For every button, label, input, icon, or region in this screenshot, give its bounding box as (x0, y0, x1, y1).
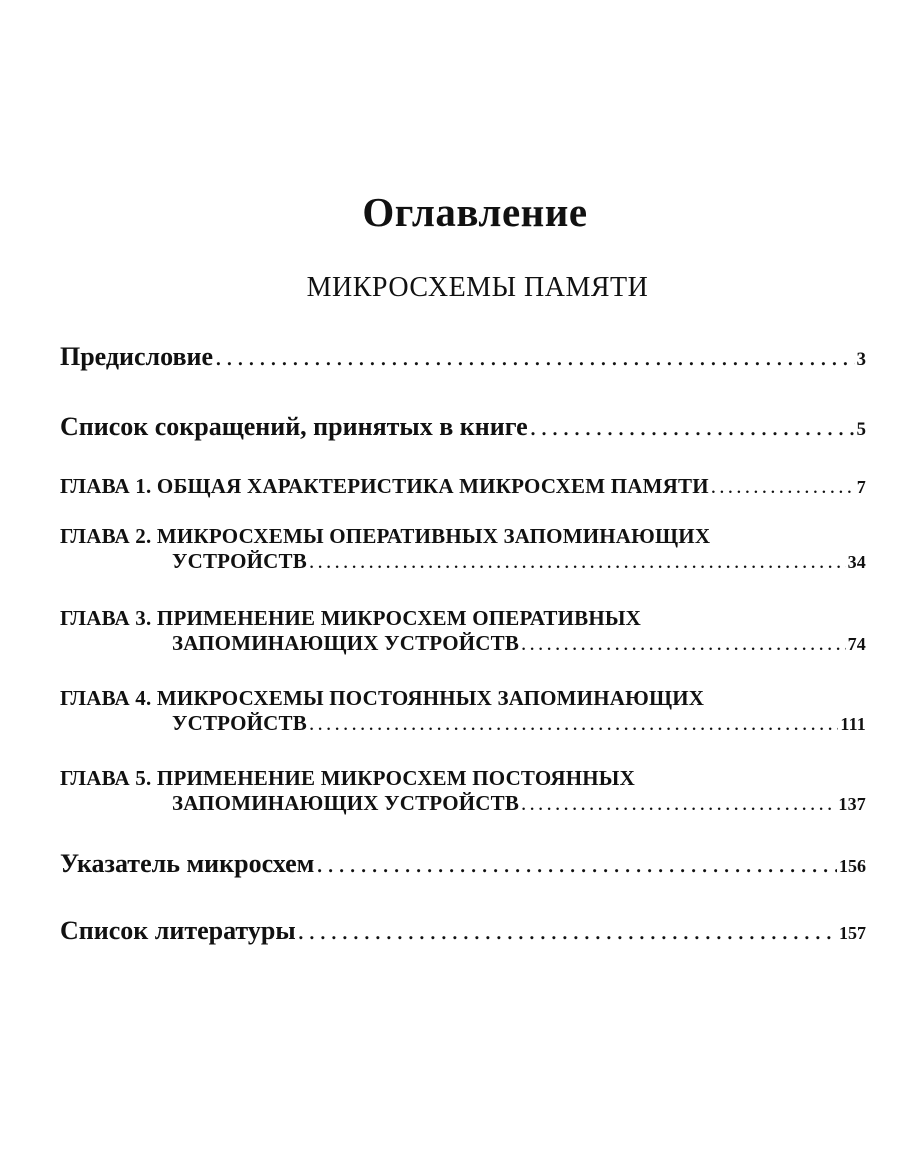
toc-entry-chapter-3[interactable] (60, 606, 866, 656)
dot-leader (215, 342, 854, 372)
toc-entry-label-line2: ЗАПОМИНАЮЩИХ УСТРОЙСТВ (172, 791, 520, 815)
toc-entry-chip-index[interactable] (60, 849, 866, 879)
dot-leader (309, 711, 838, 736)
toc-entry-label-line1: ГЛАВА 4. МИКРОСХЕМЫ ПОСТОЯННЫХ ЗАПОМИНАЮЩИХ (60, 686, 705, 710)
toc-entry-label-line1: ГЛАВА 3. ПРИМЕНЕНИЕ МИКРОСХЕМ ОПЕРАТИВНЫХ (60, 606, 642, 630)
toc-page-number: 137 (838, 794, 866, 814)
toc-entry-bibliography[interactable] (60, 916, 866, 946)
toc-page-number: 156 (839, 856, 866, 876)
dot-leader (530, 412, 855, 442)
toc-entry-chapter-2[interactable] (60, 524, 866, 574)
toc-page-number: 74 (847, 634, 866, 654)
dot-leader (316, 849, 837, 879)
toc-entry-label: Список литературы (60, 916, 296, 945)
toc-entry-label-line2: ЗАПОМИНАЮЩИХ УСТРОЙСТВ (172, 631, 520, 655)
toc-page-number: 157 (839, 923, 866, 943)
dot-leader (298, 916, 837, 946)
dot-leader (309, 549, 846, 574)
toc-entry-label: Предисловие (60, 342, 214, 371)
toc-entry-label: ГЛАВА 1. ОБЩАЯ ХАРАКТЕРИСТИКА МИКРОСХЕМ ПАМЯТИ (60, 474, 709, 498)
book-subtitle: МИКРОСХЕМЫ ПАМЯТИ (306, 272, 649, 303)
page-title: Оглавление (362, 189, 588, 235)
toc-entry-label: Список сокращений, принятых в книге (60, 412, 528, 441)
toc-page-number: 3 (856, 349, 866, 370)
toc-entry-chapter-4[interactable] (60, 686, 866, 736)
toc-page-number: 111 (840, 714, 866, 734)
toc-entry-label: Указатель микросхем (60, 849, 315, 878)
dot-leader (521, 631, 846, 656)
toc-page-number: 7 (856, 477, 866, 497)
toc-page-number: 34 (847, 552, 866, 572)
toc-entry-chapter-5[interactable] (60, 766, 866, 816)
toc-entry-label-line2: УСТРОЙСТВ (172, 549, 307, 573)
dot-leader (711, 474, 855, 499)
toc-entry-abbreviations[interactable] (60, 412, 866, 442)
toc-page-number: 5 (856, 419, 866, 440)
toc-entry-label-line1: ГЛАВА 5. ПРИМЕНЕНИЕ МИКРОСХЕМ ПОСТОЯННЫХ (60, 766, 635, 790)
toc-entry-label-line1: ГЛАВА 2. МИКРОСХЕМЫ ОПЕРАТИВНЫХ ЗАПОМИНАЮЩИХ (60, 524, 711, 548)
toc-entry-chapter-1[interactable] (60, 474, 866, 499)
toc-entry-label-line2: УСТРОЙСТВ (172, 711, 307, 735)
toc-entry-preface[interactable] (60, 342, 866, 372)
dot-leader (521, 791, 836, 816)
